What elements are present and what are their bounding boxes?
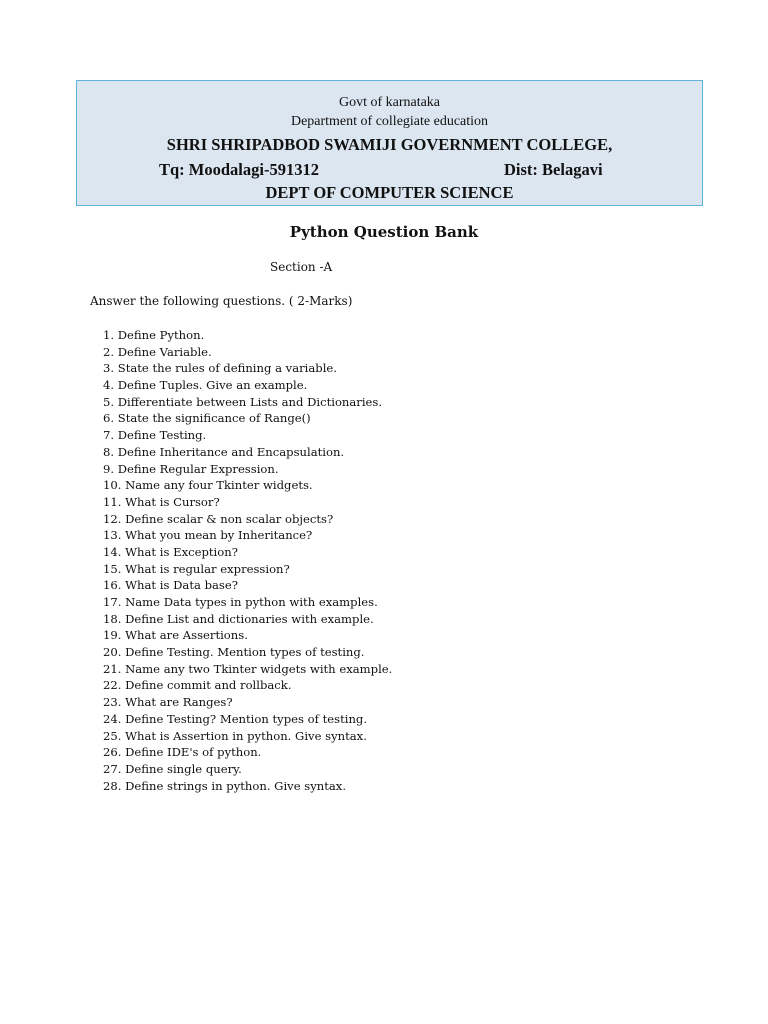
question-item: 15. What is regular expression? <box>103 561 290 576</box>
question-item: 12. Define scalar & non scalar objects? <box>103 511 334 526</box>
question-item: 17. Name Data types in python with examples. <box>103 595 378 609</box>
question-item: 5. Differentiate between Lists and Dictionaries. <box>103 394 383 409</box>
question-item: 26. Define IDE's of python. <box>103 745 262 760</box>
question-item: 4. Define Tuples. Give an example. <box>103 378 308 393</box>
question-item: 9. Define Regular Expression. <box>103 461 279 476</box>
question-item: 24. Define Testing? Mention types of testing. <box>103 711 368 726</box>
question-item: 11. What is Cursor? <box>103 494 220 509</box>
question-item: 10. Name any four Tkinter widgets. <box>103 478 313 493</box>
question-item: 20. Define Testing. Mention types of testing. <box>103 645 365 660</box>
question-item: 3. State the rules of defining a variable. <box>103 361 337 376</box>
page-title: Python Question Bank <box>289 223 479 241</box>
dept-name: DEPT OF COMPUTER SCIENCE <box>265 183 514 202</box>
question-item: 2. Define Variable. <box>103 344 212 359</box>
govt-line: Govt of karnataka <box>338 95 441 110</box>
question-item: 1. Define Python. <box>103 328 205 342</box>
question-item: 21. Name any two Tkinter widgets with example. <box>103 661 393 676</box>
question-list <box>103 327 392 794</box>
taluk-line: Tq: Moodalagi-591312 <box>159 160 319 179</box>
question-item: 13. What you mean by Inheritance? <box>103 528 313 543</box>
college-header-box <box>76 80 703 206</box>
district-line: Dist: Belagavi <box>504 160 603 179</box>
question-item: 27. Define single query. <box>103 761 242 776</box>
question-item: 23. What are Ranges? <box>103 695 233 710</box>
department-line: Department of collegiate education <box>290 114 489 129</box>
question-item: 18. Define List and dictionaries with example. <box>103 611 374 626</box>
question-item: 14. What is Exception? <box>103 544 238 559</box>
college-name: SHRI SHRIPADBOD SWAMIJI GOVERNMENT COLLEGE, <box>166 135 613 154</box>
question-item: 8. Define Inheritance and Encapsulation. <box>103 444 345 459</box>
question-item: 28. Define strings in python. Give syntax. <box>103 778 347 793</box>
question-item: 7. Define Testing. <box>103 428 207 443</box>
question-item: 6. State the significance of Range() <box>103 411 311 426</box>
question-item: 19. What are Assertions. <box>103 628 248 643</box>
question-item: 16. What is Data base? <box>103 578 238 593</box>
question-item: 22. Define commit and rollback. <box>103 678 292 693</box>
question-item: 25. What is Assertion in python. Give syntax. <box>103 728 367 743</box>
section-label: Section -A <box>270 260 333 274</box>
instruction-text: Answer the following questions. ( 2-Marks) <box>90 294 353 308</box>
